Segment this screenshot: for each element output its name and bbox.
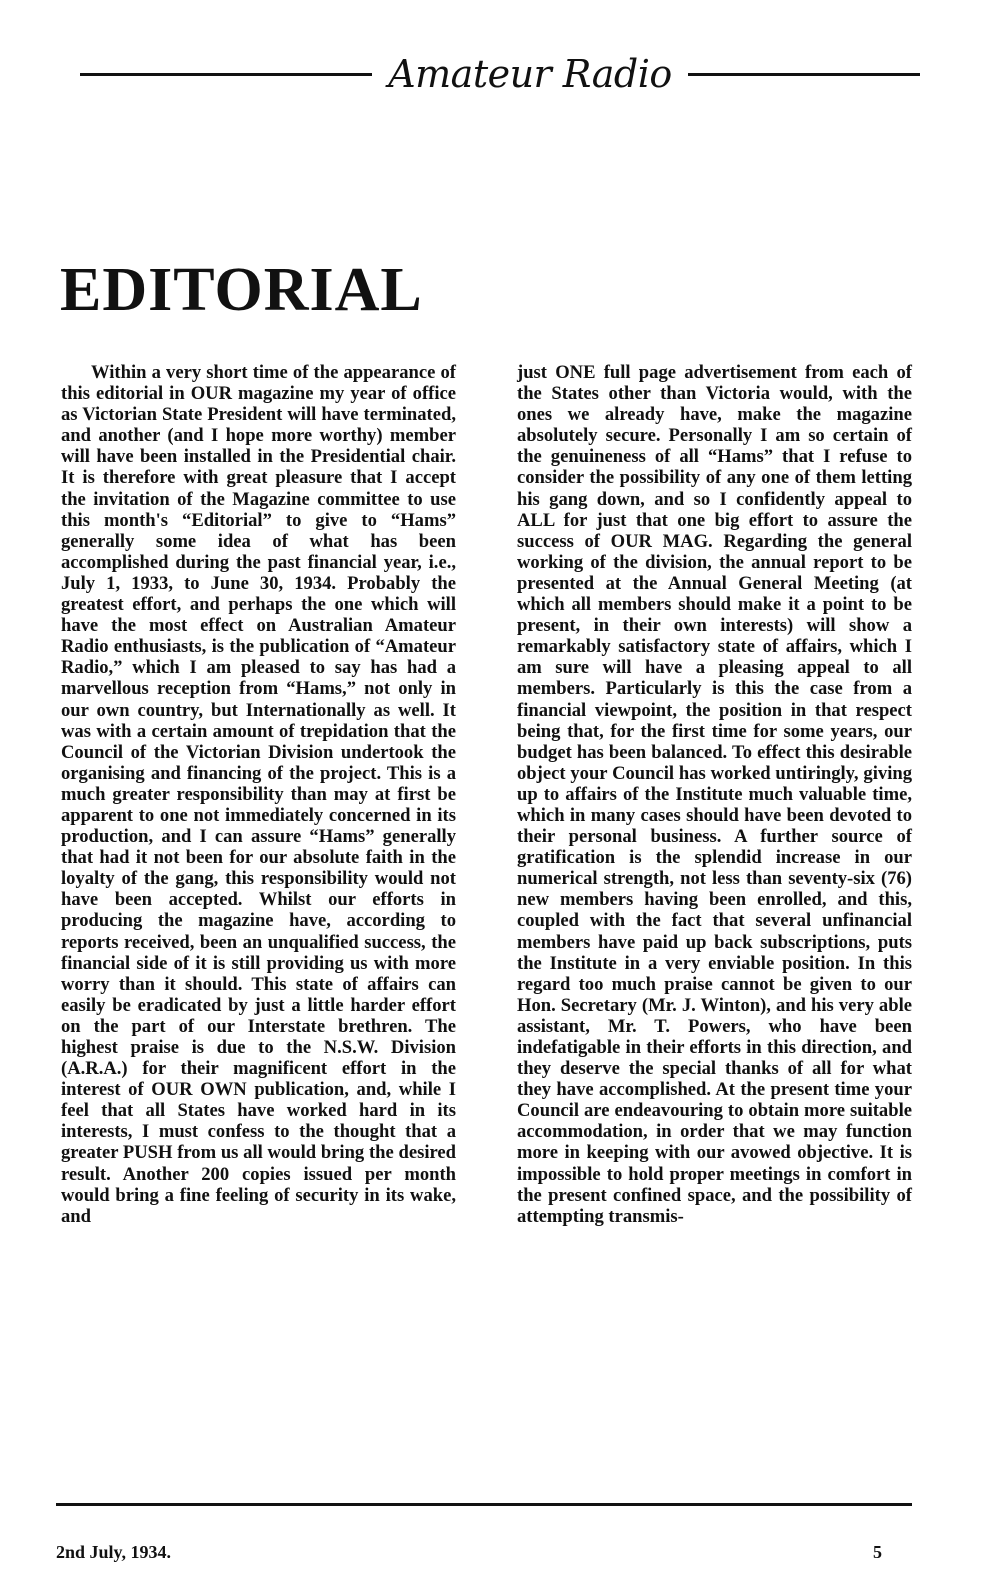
issue-date: 2nd July, 1934. — [56, 1542, 172, 1562]
article-column-left — [61, 362, 456, 1227]
article-column-right — [517, 362, 912, 1227]
footer-rule — [56, 1503, 912, 1506]
article-text-right: just ONE full page advertisement from each of the States other than Victoria would, with the ones we already have, make the magazine absolutely secure. Personally I am so certain of the genuineness of all “Hams” that I refuse to consider the possibility of any one of them letting his gang down, and so I confidently appeal to ALL for just that one big effort to assure the success of OUR MAG. Regarding the general working of the division, the annual report to be presented at the Annual General Meeting (at which all members should make it a point to be present, in their own interests) will show a remarkably satisfactory state of affairs, which I am sure will have a pleasing appeal to all members. Particularly is this the case from a financial viewpoint, the position in that respect being that, for the first time for some years, our budget has been balanced. To effect this desirable object your Council has worked untiringly, giving up to affairs of the Institute much valuable time, which in many cases should have been devoted to their personal business. A further source of gratification is the splendid increase in our numerical strength, not less than seventy-six (76) new members having been enrolled, and this, coupled with the fact that several unfinancial members have paid up back subscriptions, puts the Institute in a very enviable position. In this regard too much praise cannot be given to our Hon. Secretary (Mr. J. Winton), and his very able assistant, Mr. T. Powers, who have been indefatigable in their efforts in this direction, and they deserve the special thanks of all for what they have accomplished. At the present time your Council are endeavouring to obtain more suitable accommodation, in order that we may function more in keeping with our avowed objective. It is impossible to hold proper meetings in comfort in the present confined space, and the possibility of attempting transmis- — [517, 362, 912, 1227]
masthead-rule-left — [80, 73, 372, 76]
masthead-title: Amateur Radio — [388, 52, 672, 96]
masthead-rule-right — [688, 73, 920, 76]
editorial-heading: EDITORIAL — [60, 256, 423, 324]
masthead — [80, 52, 920, 102]
article-text-left: Within a very short time of the appearance of this editorial in OUR magazine my year of office as Victorian State President will have terminated, and another (and I hope more worthy) member will have been installed in the Presidential chair. It is therefore with great pleasure that I accept the invitation of the Magazine committee to use this month's “Editorial” to give to “Hams” generally some idea of what has been accomplished during the past financial year, i.e., July 1, 1933, to June 30, 1934. Probably the greatest effort, and perhaps the one which will have the most effect on Australian Amateur Radio enthusiasts, is the publication of “Amateur Radio,” which I am pleased to say has had a marvellous reception from “Hams,” not only in our own country, but Internationally as well. It was with a certain amount of trepidation that the Council of the Victorian Division undertook the organising and financing of the project. This is a much greater responsibility than may at first be apparent to one not immediately concerned in its production, and I can assure “Hams” generally that had it not been for our absolute faith in the loyalty of the gang, this responsibility would not have been accepted. Whilst our efforts in producing the magazine have, according to reports received, been an unqualified success, the financial side of it is still providing us with more worry than it should. This state of affairs can easily be eradicated by just a little harder effort on the part of our Interstate brethren. The highest praise is due to the N.S.W. Division (A.R.A.) for their magnificent effort in the interest of OUR OWN publication, and, while I feel that all States have worked hard in its interests, I must confess to the thought that a greater PUSH from us all would bring the desired result. Another 200 copies issued per month would bring a fine feeling of security in its wake, and — [61, 362, 456, 1227]
page-number: 5 — [873, 1542, 882, 1562]
